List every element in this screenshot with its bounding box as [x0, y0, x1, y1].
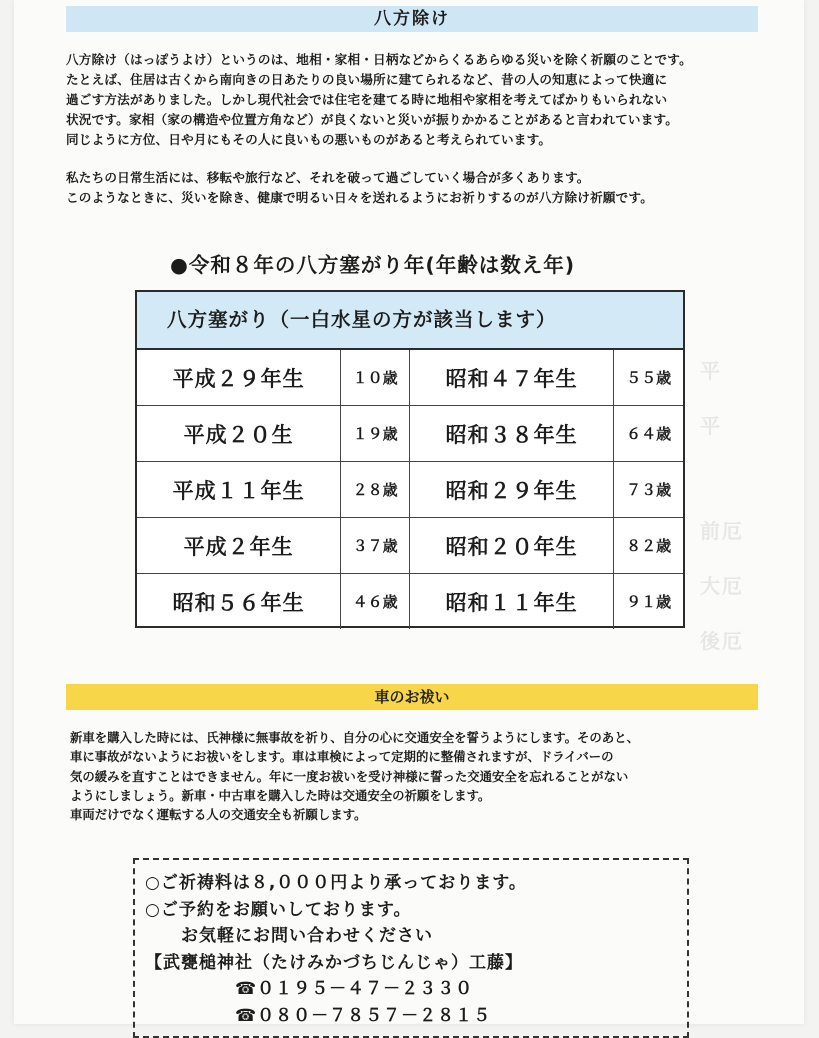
mobile-number[interactable]: ☎０８０－７８５７－２８１５	[235, 1005, 492, 1026]
birth-year-cell: 平成１１年生	[137, 462, 341, 517]
car-line: 車両だけでなく運転する人の交通安全も祈願します。	[70, 807, 367, 823]
table-row	[137, 406, 683, 462]
description-line: たとえば、住居は古くから南向きの日あたりの良い場所に建てられるなど、昔の人の知恵によって快適に	[66, 72, 668, 87]
table-title: 八方塞がり（一白水星の方が該当します）	[137, 292, 683, 350]
yakubarai-title: 八方除け	[66, 6, 758, 32]
car-line: ようにしましょう。新車・中古車を購入した時は交通安全の祈願をします。	[70, 787, 491, 803]
car-line: 車に事故がないようにお祓いをします。車は車検によって定期的に整備されますが、ドライバーの	[70, 749, 614, 765]
shrine-name: 【武甕槌神社（たけみかづちじんじゃ）工藤】	[145, 952, 523, 973]
reservation-note: ○ご予約をお願いしております。	[145, 899, 412, 920]
age-cell: ２８歳	[341, 462, 410, 517]
inquiry-note: お気軽にお問い合わせください	[181, 926, 433, 946]
table-row	[137, 462, 683, 518]
birth-year-cell: 昭和３８年生	[410, 406, 614, 461]
birth-year-cell: 昭和５６年生	[137, 574, 341, 629]
description-line: 私たちの日常生活には、移転や旅行など、それを破って過ごしていく場合が多くあります。	[66, 170, 590, 185]
birth-year-cell: 昭和４７年生	[410, 350, 614, 405]
description-line: 八方除け（はっぽうよけ）というのは、地相・家相・日柄などからくるあらゆる災いを除く祈願のことです。	[66, 52, 692, 67]
table-row	[137, 518, 683, 574]
age-cell: ６４歳	[626, 425, 672, 443]
description-line: 状況です。家相（家の構造や位置方角など）が良くないと災いが振りかかることがあると言われています。	[66, 112, 679, 127]
bleed-through-text: 後厄	[700, 629, 744, 653]
bleed-through-text: 大厄	[700, 574, 744, 598]
birth-year-cell: 昭和１１年生	[410, 574, 614, 629]
contact-box	[133, 858, 689, 1038]
birth-year-cell: 昭和２０年生	[410, 518, 614, 573]
car-blessing-description	[70, 728, 760, 824]
car-line: 気の緩みを直すことはできません。年に一度お祓いを受け神様に誓った交通安全を忘れることがない	[70, 768, 629, 784]
description-line: 過ごす方法がありました。しかし現代社会では住宅を建てる時に地相や家相を考えてばかりもいられない	[66, 92, 668, 107]
birth-year-cell: 平成２年生	[137, 518, 341, 573]
age-cell: １０歳	[341, 350, 410, 405]
car-line: 新車を購入した時には、氏神様に無事故を祈り、自分の心に交通安全を誓うようにします。そのあと、	[70, 730, 639, 745]
age-cell: １９歳	[341, 406, 410, 461]
birth-year-cell: 平成２９年生	[137, 350, 341, 405]
car-blessing-title: 車のお祓い	[66, 684, 758, 710]
table-row	[137, 350, 683, 406]
table-row	[137, 574, 683, 629]
hoppo-fusagari-heading: ●令和８年の八方塞がり年(年齢は数え年)	[170, 253, 576, 277]
bleed-through-text: 前厄	[700, 519, 744, 543]
age-cell: ３７歳	[341, 518, 410, 573]
description-line: このようなときに、災いを除き、健康で明るい日々を送れるようにお祈りするのが八方除け祈願です。	[66, 190, 654, 205]
hoppo-fusagari-table	[135, 290, 685, 628]
fee-note: ○ご祈祷料は８,０００円より承っております。	[145, 873, 527, 893]
age-cell: ４６歳	[341, 574, 410, 629]
birth-year-cell: 昭和２９年生	[410, 462, 614, 517]
bleed-through-text: 平	[700, 414, 722, 438]
age-cell: ５５歳	[626, 369, 672, 387]
phone-number[interactable]: ☎０１９５－４７－２３３０	[235, 979, 474, 999]
age-cell: ８２歳	[626, 537, 672, 555]
age-cell: ７３歳	[626, 481, 672, 499]
age-cell: ９１歳	[626, 593, 672, 611]
description-line: 同じように方位、日や月にもその人に良いもの悪いものがあると考えられています。	[66, 132, 552, 147]
yakubarai-description	[66, 50, 766, 208]
birth-year-cell: 平成２０生	[137, 406, 341, 461]
bleed-through-text: 平	[700, 359, 722, 383]
